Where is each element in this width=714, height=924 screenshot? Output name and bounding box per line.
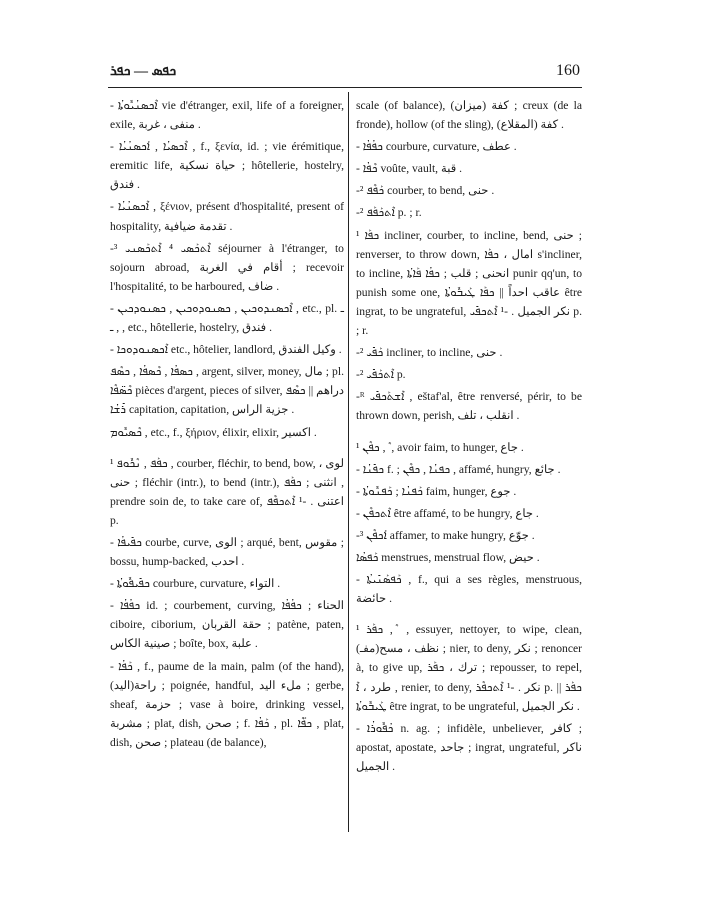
entry-left-0: - ܐܶܟܣܢܳܝܽܘܬܳܐ vie d'étranger, exil, life of a foreigner, exile, منفى ، غربة . [110, 99, 344, 132]
entry-left-8: ¹ ܟܦܰܦ , ܢܶܟܽܘܦ , courber, fléchir, to bend, bow, لوى ، حنى ; fléchir (intr.), to bend (intr.), انثنى ; ܟܦܰܦ , prendre soin de, to take care of, اعتنى . -¹ ܐܶܬܟܦܶܦ p. [110, 456, 345, 527]
left-column [110, 96, 344, 755]
right-column [356, 96, 582, 779]
entry-right-9: ¹ ܟܦܶܢ , ܶ , avoir faim, to hunger, جاع . [356, 440, 524, 454]
running-head-word: ܟܦܣ — ܟܦܪ [110, 64, 177, 79]
entry-left-5: - ܐܶܟܣܢܘܕܘܟܐ etc., hôtelier, landlord, وكيل الفندق . [110, 343, 342, 357]
header-rule [108, 87, 582, 88]
entry-right-0: scale (of balance), (ميزان) كفة ; creux (de la fronde), hollow (of the sling), (المقلاع) كفة . [356, 99, 583, 132]
entry-right-7: -² ܐܶܬܟܰܦܺܝ p. [356, 368, 406, 382]
entry-left-3: -³ ܐܶܬܟܰܣܝ ⁴ ܐܶܬܟܰܣܢܝ séjourner à l'étranger, to sojourn abroad, أقام في الغربة ; recevoir l'hospitalité, to be harboured, ضاف . [110, 241, 344, 293]
page-header [110, 62, 580, 84]
entry-left-2: - ܐܶܟܣܢܳܝܳܐ , ξένιον, présent d'hospitalité, present of hospitality, تقدمة ضيافية . [110, 200, 344, 233]
entry-left-1: - ܐܶܟܣܝܳܐ , ܐܰܟܣܢܳܝܳܐ , f., ξενία, id. ; vie érémitique, eremitic life, حياة نسكية ; hôtellerie, hostelry, فندق . [110, 140, 345, 192]
entry-left-10: - ܟܦܺܝܦܽܘܬܳܐ courbure, curvature, التواء . [110, 577, 281, 591]
entry-right-10: - ܟܦܺܢܳܐ f. ; ܟܦܢܳܐ , ܟܦܶܢ , affamé, hungry, جائع . [356, 462, 561, 476]
entry-right-2: - ܟܶܦܳܐ voûte, vault, قبة . [356, 162, 463, 176]
entry-right-13: -³ ܐܰܟܦܶܢ affamer, to make hungry, جوّع . [356, 528, 535, 542]
entry-right-15: - ܟܰܦܣܰܢܺܝܬܳܐ , f., qui a ses règles, menstruous, حائضة . [356, 573, 582, 606]
column-divider [348, 92, 349, 832]
entry-left-12: - ܟܰܦܳܐ , f., paume de la main, palm (of the hand), راحة(اليد) ; poignée, handful, ملء اليد ; gerbe, sheaf, حزمة ; vase à boire, drinking vessel, مشربة ; plat, dish, صحن ; f. ܟܰܦܳܐ , pl. ܟܦ̈ܶܐ , plat, dish, صحن ; plateau (de balance), [110, 659, 344, 749]
entry-right-12: - ܐܶܬܟܦܶܢ être affamé, to be hungry, جاع . [356, 506, 539, 520]
entry-left-7: ܟܶܣܝܽܘܡ , etc., f., ξήριον, élixir, elixir, اكسير . [110, 425, 317, 439]
entry-right-8: -ᴿ ܐܶܫܬܰܟܦܺܝ , eštaf'al, être renversé, périr, to be thrown down, perish, انقلب ، تلف . [356, 390, 583, 423]
entry-right-14: ܟܰܦܣܳܐ menstrues, menstrual flow, حيض . [356, 550, 540, 564]
page-number: 160 [556, 62, 580, 79]
entry-right-11: - ܟܰܦܢܳܐ ; ܟܰܦܢܽܘܬܳܐ faim, hunger, جوع . [356, 484, 517, 498]
entry-right-5: ¹ ܟܦܰܐ incliner, courber, to incline, bend, حنى ; renverser, to throw down, امال ، ܟܦܰܐ s'incliner, to incline, انحنى ; قلب ; ܟܦܳܐ ܦܰܐܬܳܐ punir qq'un, to punish some one, عاقب احداً || ܟܦܰܐ ܛܰܝܒܽܘܬܳܐ être ingrat, to be ungrateful, نكر الجميل . -¹ ܐܶܬܟܦܺܝ p. ; r. [356, 228, 583, 338]
entry-left-11: - ܟܦܳܦܳܐ id. ; courbement, curving, الحناء ; ܟܦܳܦܳܐ ciboire, ciborium, حقة القربان ; patène, paten, صينية الكاس ; boîte, box, علبة . [110, 599, 344, 651]
entry-right-17: - ܟܳܦܽܘܪܳܐ n. ag. ; infidèle, unbeliever, كافر ; apostat, apostate, جاحد ; ingrat, ungrateful, ناكر الجميل . [356, 721, 582, 773]
entry-right-3: -² ܟܰܦܶܦ courber, to bend, حنى . [356, 184, 495, 198]
entry-right-1: - ܟܦܳܦܳܐ courbure, curvature, عطف . [356, 140, 517, 154]
entry-right-6: -² ܟܰܦܺܝ incliner, to incline, حنى . [356, 346, 503, 360]
entry-left-6: ܟܣܦܳܐ , ܟܶܣܦܳܐ , ܟܣܶܦ , argent, silver, money, مال ; pl. ܟܶܣ̈ܦܶܐ pièces d'argent, pieces of silver, دراهم || ܟܣܶܦ ܪܺܫܳܐ capitation, capitation, جزية الراس . [110, 365, 344, 417]
entry-right-16: ¹ ܟܦܰܪ , ܶ , essuyer, nettoyer, to wipe, clean, (مفـ)نظف ، مسح ; nier, to deny, نكر ; renoncer à, to give up, ترك ، ܟܦܰܪ ; repousser, to repel, طرد ، ܐܶ , renier, to deny, نكر . -¹ ܐܶܬܟܦܶܪ p. || ܟܦܰܪ ܛܰܝܒܽܘܬܳܐ être ingrat, to be ungrateful, نكر الجميل . [356, 623, 583, 713]
entry-left-9: - ܟܦܺܝܦܳܐ courbe, curve, الوى ; arqué, bent, مقوس ; bossu, hump-backed, احدب . [110, 535, 344, 569]
entry-right-4: -² ܐܶܬܟܰܦܰܦ p. ; r. [356, 206, 422, 220]
entry-left-4: - ܐܶܟܣܢܕܘܟܝܢ , ܟܣܢܘܕܘܟܝܢ , ܟܣܢܘܕܟܝܢ , etc., pl. ـ , ـ , etc., hôtellerie, hostelry, فندق . [110, 301, 344, 335]
